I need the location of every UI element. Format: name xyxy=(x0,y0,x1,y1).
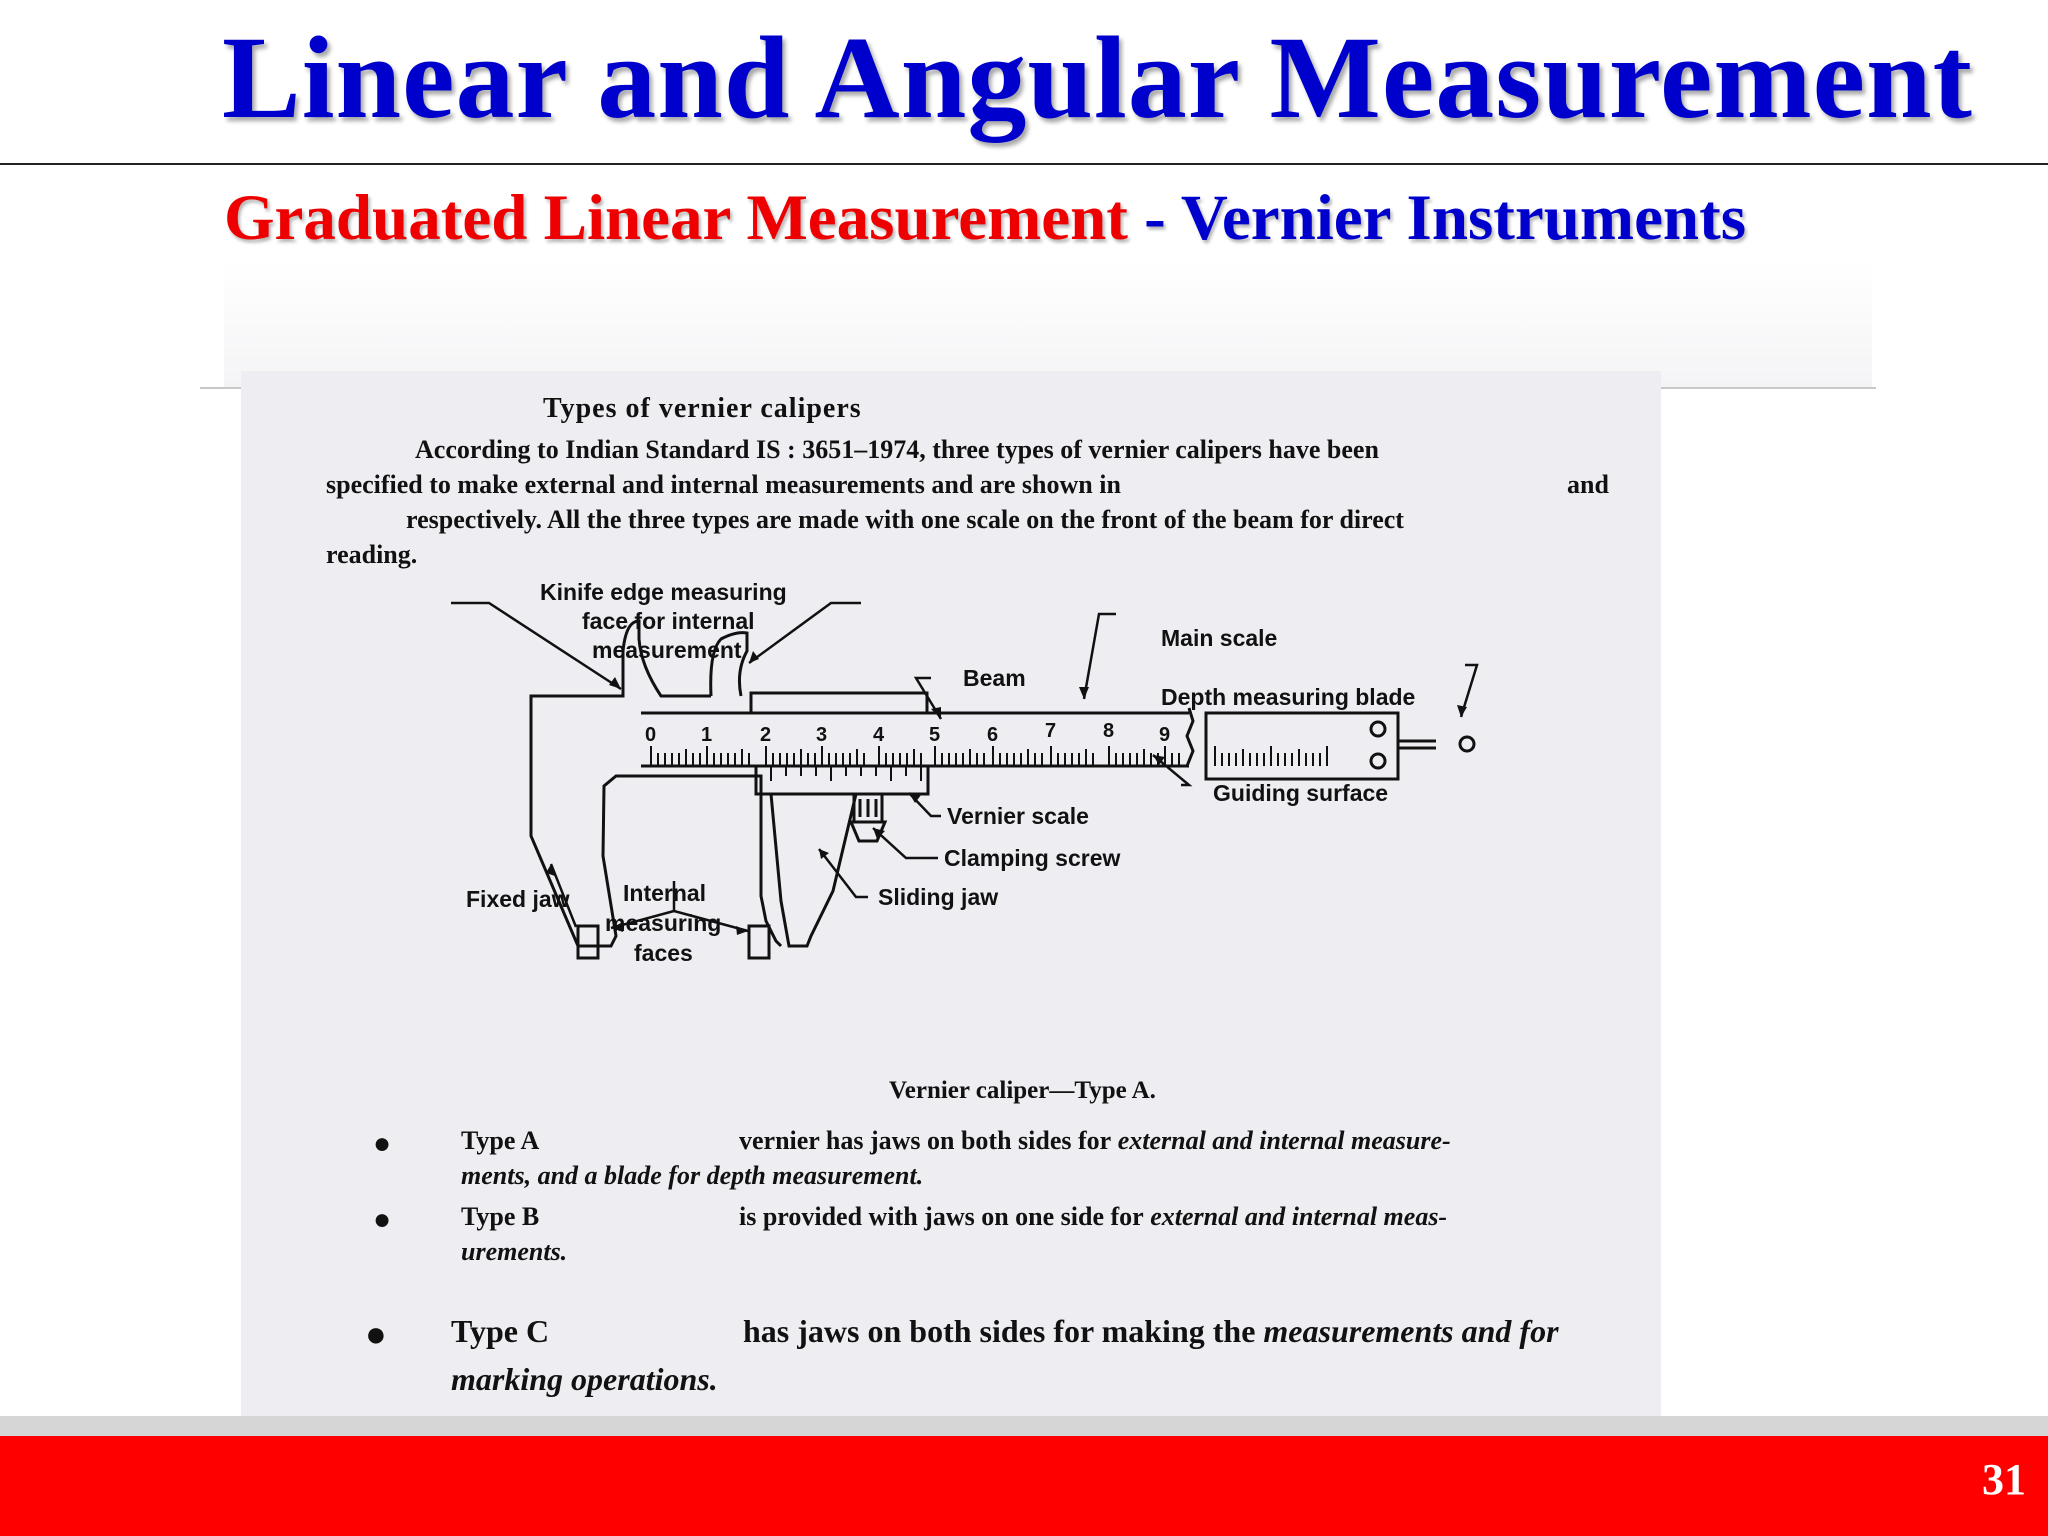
figure-caption: Vernier caliper—Type A. xyxy=(889,1077,1156,1104)
scale-number: 7 xyxy=(1045,720,1057,742)
scanned-page xyxy=(241,371,1661,1434)
label-beam: Beam xyxy=(963,665,1026,691)
para-line: reading. xyxy=(326,540,418,569)
type-a-text-2: ments, and a blade for depth measurement. xyxy=(461,1161,924,1190)
scale-number: 6 xyxy=(987,724,999,746)
type-b-label: Type B xyxy=(461,1202,540,1231)
content-band xyxy=(224,260,1872,388)
footer-gray-strip xyxy=(0,1416,2048,1436)
scale-number: 2 xyxy=(760,724,772,746)
subtitle-separator: - xyxy=(1127,182,1181,254)
bullet-dot: ● xyxy=(365,1314,387,1354)
scale-number: 3 xyxy=(816,724,828,746)
type-c-text-2: marking operations. xyxy=(451,1361,718,1397)
para-line: and xyxy=(1567,470,1609,499)
title-divider xyxy=(0,163,2048,165)
label-sliding-jaw: Sliding jaw xyxy=(878,884,999,910)
slide-subtitle xyxy=(224,178,1746,258)
footer-bar xyxy=(0,1436,2048,1536)
vernier-caliper-diagram xyxy=(241,579,1661,1201)
scale-number: 9 xyxy=(1159,724,1171,746)
type-b-text-2: urements. xyxy=(461,1237,568,1266)
label-internal-2: measuring xyxy=(605,910,722,936)
scale-number: 0 xyxy=(645,724,657,746)
page-number: 31 xyxy=(1982,1455,2026,1504)
subtitle-part1: Graduated Linear Measurement xyxy=(224,182,1128,254)
label-internal-3: faces xyxy=(634,940,693,966)
para-line: respectively. All the three types are made with one scale on the front of the beam for direct xyxy=(406,505,1404,534)
type-b-text: is provided with jaws on one side for external and internal meas- xyxy=(739,1202,1448,1231)
bullet-dot: ● xyxy=(373,1203,392,1236)
label-internal-1: Internal xyxy=(623,880,707,906)
scale-number: 5 xyxy=(929,724,941,746)
label-knife-edge-1: Kinife edge measuring xyxy=(540,579,787,605)
para-line: specified to make external and internal measurements and are shown in xyxy=(326,470,1121,499)
label-knife-edge-3: measurement xyxy=(592,637,742,663)
type-c-text: has jaws on both sides for making the measurements and for xyxy=(743,1313,1559,1349)
bullet-dot: ● xyxy=(373,1127,392,1160)
scale-number: 8 xyxy=(1103,720,1115,742)
label-knife-edge-2: face for internal xyxy=(582,608,755,634)
scan-heading: Types of vernier calipers xyxy=(543,393,862,424)
type-a-label: Type A xyxy=(461,1126,540,1155)
label-depth-blade: Depth measuring blade xyxy=(1161,684,1416,710)
label-guiding-surface: Guiding surface xyxy=(1213,780,1389,806)
type-a-text: vernier has jaws on both sides for external and internal measure- xyxy=(739,1126,1451,1155)
label-vernier-scale: Vernier scale xyxy=(947,803,1089,829)
slide-title: Linear and Angular Measurement xyxy=(222,12,1973,143)
label-fixed-jaw: Fixed jaw xyxy=(466,886,570,912)
label-clamping-screw: Clamping screw xyxy=(944,845,1121,871)
subtitle-part2: Vernier Instruments xyxy=(1180,182,1747,254)
type-c-label: Type C xyxy=(451,1313,550,1349)
scale-number: 4 xyxy=(873,724,885,746)
scale-number: 1 xyxy=(701,724,713,746)
para-line: According to Indian Standard IS : 3651–1974, three types of vernier calipers have been xyxy=(415,435,1379,464)
label-main-scale: Main scale xyxy=(1161,625,1278,651)
